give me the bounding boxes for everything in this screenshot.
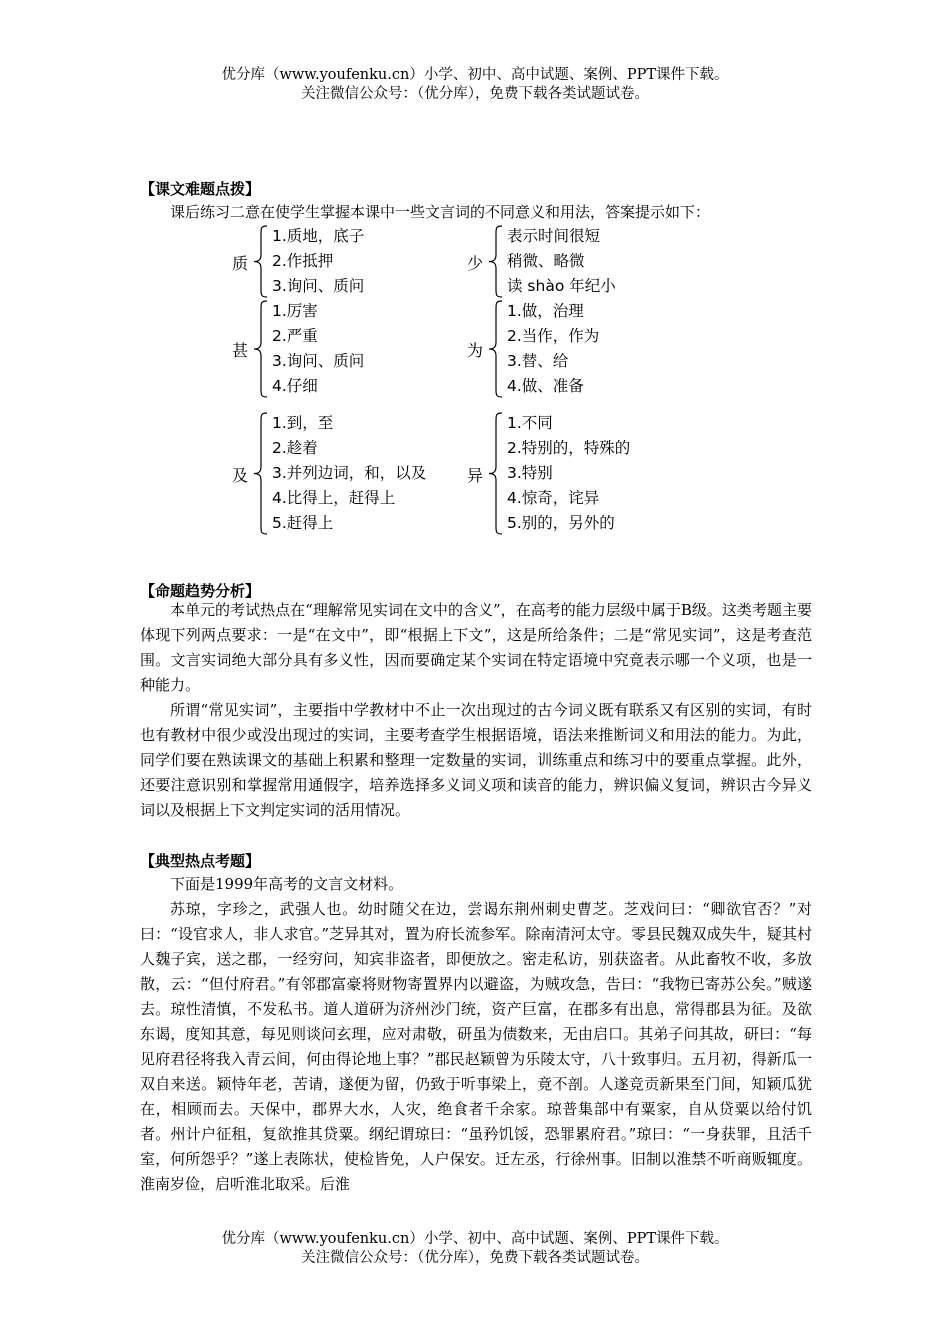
section1-intro-text: 课后练习二意在使学生掌握本课中一些文言词的不同意义和用法，答案提示如下： <box>170 203 711 221</box>
page-footer <box>0 1230 950 1268</box>
meaning-item: 2.作抵押 <box>272 252 334 270</box>
section-title-typical-questions: 【典型热点考题】 <box>140 852 261 870</box>
meaning-item: 1.厉害 <box>272 302 318 320</box>
header-line-2: 关注微信公众号：（优分库），免费下载各类试题试卷。 <box>301 86 649 102</box>
word-group-3 <box>465 299 685 399</box>
section-title-lesson-difficulties: 【课文难题点拨】 <box>140 180 261 198</box>
meaning-item: 3.替、给 <box>507 352 569 370</box>
meaning-item: 1.质地，底子 <box>272 227 365 245</box>
word-group-4 <box>230 411 450 536</box>
section3-intro: 下面是1999年高考的文言文材料。 <box>170 875 404 893</box>
meaning-item: 2.严重 <box>272 327 318 345</box>
meaning-item: 3.询问、质问 <box>272 352 365 370</box>
word-char: 异 <box>467 465 484 485</box>
word-char: 质 <box>232 253 249 273</box>
meaning-item: 1.做，治理 <box>507 302 584 320</box>
word-char: 少 <box>467 253 484 273</box>
curly-brace-icon <box>487 299 505 399</box>
meaning-item: 1.到，至 <box>272 414 334 432</box>
curly-brace-icon <box>487 411 505 536</box>
curly-brace-icon <box>252 299 270 399</box>
curly-brace-icon <box>252 224 270 299</box>
meaning-item: 4.比得上，赶得上 <box>272 489 396 507</box>
meaning-list <box>272 299 364 399</box>
curly-brace-icon <box>487 224 505 299</box>
section3-passage: 苏琼，字珍之，武强人也。幼时随父在边，尝谒东荆州刺史曹芝。芝戏问曰：“卿欲官否？”对曰：“设官求人，非人求官。”芝异其对，置为府长流参军。除南清河太守。零县民魏双成失牛，疑其村人魏子宾，送之郡，一经穷问，知宾非盗者，即便放之。密走私访，别获盗者。从此畜牧不收，多放散，云：“但付府君。”有邻郡富豪将财物寄置界内以避盗，为贼攻急，告曰：“我物已寄苏公矣。”贼遂去。琼性清慎，不发私书。道人道研为济州沙门统，资产巨富，在郡多有出息，常得郡县为征。及欲东谒，度知其意，每见则谈问玄理，应对肃敬，研虽为债数来，无由启口。其弟子问其故，研曰：“每见府君径将我入青云间，何由得论地上事？”郡民赵颖曾为乐陵太守，八十致事归。五月初，得新瓜一双自来送。颖恃年老，苦请，遂便为留，仍致于听事梁上，竟不剖。人遂竞贡新果至门间，知颖瓜犹在，相顾而去。天保中，郡界大水，人灾，绝食者千余家。琼普集部中有粟家，自从贷粟以给付饥者。州计户征租，复欲推其贷粟。纲纪谓琼曰：“虽矜饥馁，恐罪累府君。”琼曰：“一身获罪，且活千室，何所怨乎？”遂上表陈状，使检皆免，人户保安。迁左丞，行徐州事。旧制以淮禁不听商贩辄度。淮南岁俭，启听淮北取采。后淮 <box>140 900 812 1193</box>
meaning-item: 5.赶得上 <box>272 514 334 532</box>
meaning-item: 1.不同 <box>507 414 553 432</box>
curly-brace-icon <box>252 411 270 536</box>
meaning-item: 表示时间很短 <box>507 227 601 245</box>
meaning-list <box>507 411 630 536</box>
section1-intro <box>140 200 812 225</box>
word-group-0 <box>230 224 450 299</box>
meaning-list <box>507 224 616 299</box>
word-char: 及 <box>232 465 249 485</box>
word-char: 为 <box>467 341 484 360</box>
meaning-item: 2.当作，作为 <box>507 327 600 345</box>
section2-body <box>140 598 812 823</box>
footer-line-1: 优分库（www.youfenku.cn）小学、初中、高中试题、案例、PPT课件下载。 <box>221 1231 729 1247</box>
word-group-5 <box>465 411 685 536</box>
header-line-1: 优分库（www.youfenku.cn）小学、初中、高中试题、案例、PPT课件下载。 <box>221 67 729 83</box>
word-group-2 <box>230 299 450 399</box>
section-title-trend-analysis: 【命题趋势分析】 <box>140 582 261 600</box>
meaning-item: 3.并列边词，和，以及 <box>272 464 427 482</box>
meaning-item: 5.别的，另外的 <box>507 514 615 532</box>
footer-line-2: 关注微信公众号：（优分库），免费下载各类试题试卷。 <box>301 1250 649 1266</box>
meaning-item: 4.惊奇，诧异 <box>507 489 600 507</box>
meaning-item: 4.做、准备 <box>507 377 584 395</box>
meaning-item: 2.趁着 <box>272 439 318 457</box>
meaning-list <box>272 224 364 299</box>
meaning-item: 4.仔细 <box>272 377 318 395</box>
meaning-list <box>507 299 599 399</box>
meaning-item: 2.特别的，特殊的 <box>507 439 631 457</box>
meaning-item: 3.特别 <box>507 464 553 482</box>
word-char: 甚 <box>232 341 249 360</box>
section2-paragraph-1: 本单元的考试热点在“理解常见实词在文中的含义”，在高考的能力层级中属于B级。这类考题主要体现下列两点要求：一是“在文中”，即“根据上下文”，这是所给条件；二是“常见实词”，这是考查范围。文言实词绝大部分具有多义性，因而要确定某个实词在特定语境中究竟表示哪一个义项，也是一种能力。 <box>140 601 812 694</box>
word-group-1 <box>465 224 685 299</box>
meaning-list <box>272 411 426 536</box>
meaning-item: 3.询问、质问 <box>272 277 365 295</box>
section3-body <box>140 872 812 1197</box>
section2-paragraph-2: 所谓“常见实词”，主要指中学教材中不止一次出现过的古今词义既有联系又有区别的实词，有时也有教材中很少或没出现过的实词，主要考查学生根据语境，语法来推断词义和用法的能力。为此，同学们要在熟读课文的基础上积累和整理一定数量的实词，训练重点和练习中的要重点掌握。此外，还要注意识别和掌握常用通假字，培养选择多义词义项和读音的能力，辨识偏义复词，辨识古今异义词以及根据上下文判定实词的活用情况。 <box>140 701 812 819</box>
page-header <box>0 66 950 104</box>
meaning-item: 读 shào 年纪小 <box>507 277 616 295</box>
meaning-item: 稍微、略微 <box>507 252 585 270</box>
